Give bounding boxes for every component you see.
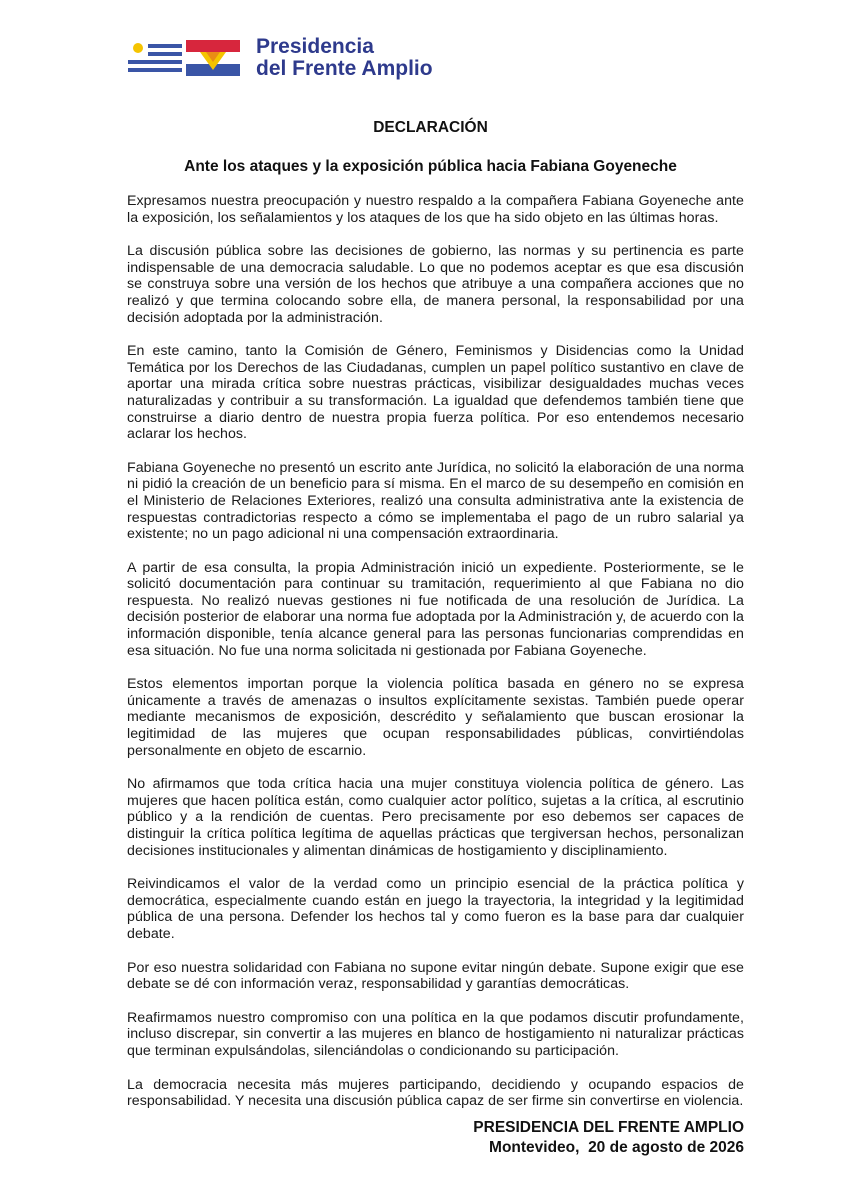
org-name xyxy=(256,36,433,80)
uruguay-flag-icon xyxy=(128,40,182,76)
org-name-line2: del Frente Amplio xyxy=(256,57,433,80)
paragraph-8: Reivindicamos el valor de la verdad como un principio esencial de la práctica política y democrática, especialmente cuando están en juego la trayectoria, la integridad y la legitimidad pública de una persona. Defender los hechos tal y como fueron es la base para dar cualquier debate. xyxy=(127,876,744,942)
paragraph-10: Reafirmamos nuestro compromiso con una política en la que podamos discutir profundamente, incluso discrepar, sin convertir a las mujeres en blanco de hostigamiento ni naturalizar prácticas que terminan expulsándolas, silenciándolas o condicionando su participación. xyxy=(127,1009,744,1059)
signature-place-date: Montevideo, 20 de agosto de 2026 xyxy=(489,1139,744,1156)
paragraph-6: Estos elementos importan porque la violencia política basada en género no se expresa únicamente a través de amenazas o insultos explícitamente sexistas. También puede operar mediante mecanismos de exposición, descrédito y señalamiento que buscan erosionar la legitimidad de las mujeres que ocupan responsabilidades públicas, convirtiéndolas personalmente en objeto de escarnio. xyxy=(127,676,744,759)
paragraph-4: Fabiana Goyeneche no presentó un escrito ante Jurídica, no solicitó la elaboración de una norma ni pidió la creación de un beneficio para sí misma. En el marco de su desempeño en comisión en el Ministerio de Relaciones Exteriores, realizó una consulta administrativa ante la existencia de respuestas contradictorias respecto a cómo se implementaba el pago de un rubro salarial ya existente; no un pago adicional ni una compensación extraordinaria. xyxy=(127,459,744,543)
signature-org: PRESIDENCIA DEL FRENTE AMPLIO xyxy=(473,1119,744,1136)
org-name-line1: Presidencia xyxy=(256,35,374,58)
paragraph-11: La democracia necesita más mujeres participando, decidiendo y ocupando espacios de responsabilidad. Y necesita una discusión pública capaz de ser firme sin convertirse en violencia. xyxy=(127,1076,744,1110)
document-title: DECLARACIÓN xyxy=(373,119,488,136)
header-logo xyxy=(128,36,433,80)
paragraph-1: Expresamos nuestra preocupación y nuestro respaldo a la compañera Fabiana Goyeneche ante la exposición, los señalamientos y los ataques de los que ha sido objeto en las últimas horas. xyxy=(127,193,744,226)
signature-block xyxy=(473,1118,744,1158)
flags-logo-icon xyxy=(128,40,240,76)
paragraph-5: A partir de esa consulta, la propia Administración inició un expediente. Posteriormente, se le solicitó documentación para continuar su tramitación, requerimiento al que Fabiana no dio respuesta. No realizó nuevas gestiones ni fue notificada de una resolución de Jurídica. La decisión posterior de elaborar una norma fue adoptada por la Administración y, de acuerdo con la información disponible, tenía alcance general para las personas funcionarias comprendidas en esa situación. No fue una norma solicitada ni gestionada por Fabiana Goyeneche. xyxy=(127,559,744,659)
document-body xyxy=(127,193,744,1127)
paragraph-3: En este camino, tanto la Comisión de Género, Feminismos y Disidencias como la Unidad Temática por los Derechos de las Ciudadanas, cumplen un papel político sustantivo en clave de aportar una mirada crítica sobre nuestras prácticas, visibilizar desigualdades muchas veces naturalizadas y contribuir a su transformación. La igualdad que defendemos también tiene que construirse a diario dentro de nuestra propia fuerza política. Por eso entendemos necesario aclarar los hechos. xyxy=(127,343,744,443)
frente-amplio-flag-icon xyxy=(186,40,240,76)
paragraph-7: No afirmamos que toda crítica hacia una mujer constituya violencia política de género. Las mujeres que hacen política están, como cualquier actor político, sujetas a la crítica, al escrutinio público y a la rendición de cuentas. Pero precisamente por eso debemos ser capaces de distinguir la crítica política legítima de aquellas prácticas que tergiversan hechos, personalizan decisiones institucionales y alimentan dinámicas de hostigamiento y disciplinamiento. xyxy=(127,776,744,859)
paragraph-9: Por eso nuestra solidaridad con Fabiana no supone evitar ningún debate. Supone exigir que ese debate se dé con información veraz, responsabilidad y garantías democráticas. xyxy=(127,959,744,993)
paragraph-2: La discusión pública sobre las decisiones de gobierno, las normas y su pertinencia es parte indispensable de una democracia saludable. Lo que no podemos aceptar es que esa discusión se construya sobre una versión de los hechos que atribuye a una compañera acciones que no realizó y que termina colocando sobre ella, de manera personal, la responsabilidad por una decisión adoptada por la administración. xyxy=(127,243,744,326)
document-subtitle: Ante los ataques y la exposición pública hacia Fabiana Goyeneche xyxy=(184,158,677,175)
